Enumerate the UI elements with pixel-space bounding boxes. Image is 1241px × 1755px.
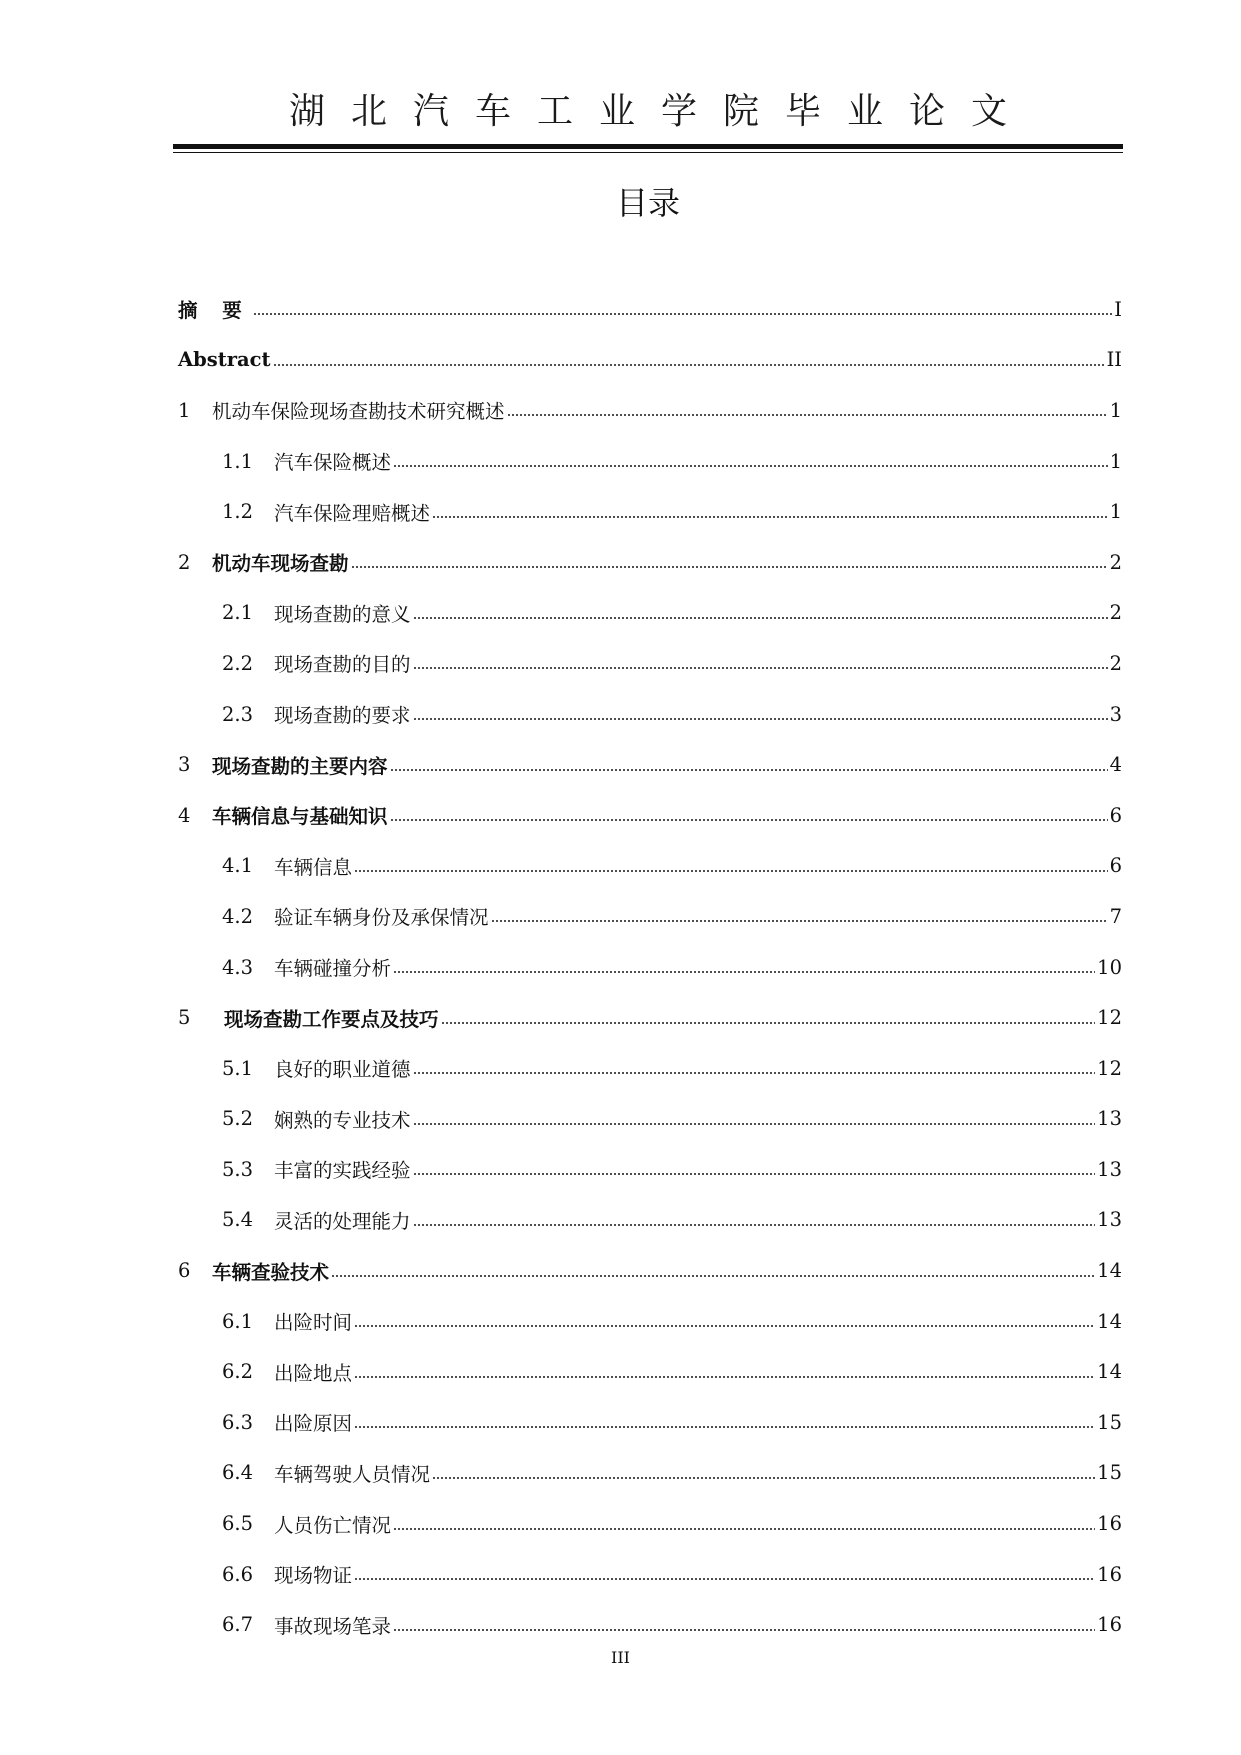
toc-entry-page: 16 xyxy=(1097,1512,1122,1536)
toc-dot-leader xyxy=(413,1171,1096,1177)
page-number: III xyxy=(611,1648,630,1667)
toc-entry-page: 14 xyxy=(1097,1309,1122,1333)
toc-entry-page: 4 xyxy=(1109,753,1122,777)
toc-subentry[interactable] xyxy=(178,1599,1122,1650)
toc-entry-page: 14 xyxy=(1097,1259,1122,1283)
toc-entry-title: 事故现场笔录 xyxy=(274,1614,392,1638)
toc-entry-number: 4.2 xyxy=(222,904,254,928)
toc-subentry[interactable] xyxy=(178,1043,1122,1094)
toc-entry-number: 6.2 xyxy=(222,1360,254,1384)
toc-entry-number: 1 xyxy=(178,398,191,422)
toc-entry-page: 1 xyxy=(1109,398,1122,422)
toc-dot-leader xyxy=(413,1121,1096,1127)
toc-entry[interactable] xyxy=(178,992,1122,1043)
toc-entry-page: 2 xyxy=(1109,550,1122,574)
toc-entry-page: 13 xyxy=(1097,1208,1122,1232)
toc-entry-title: 现场查勘工作要点及技巧 xyxy=(224,1007,439,1031)
toc-entry-page: 2 xyxy=(1109,651,1122,675)
toc-entry-title: 验证车辆身份及承保情况 xyxy=(274,906,489,930)
toc-entry-page: 13 xyxy=(1097,1107,1122,1131)
toc-dot-leader xyxy=(413,1222,1096,1228)
toc-dot-leader xyxy=(253,311,1113,317)
toc-entry-page: 12 xyxy=(1097,1006,1122,1030)
toc-dot-leader xyxy=(354,1323,1095,1329)
toc-subentry[interactable] xyxy=(178,689,1122,740)
toc-subentry[interactable] xyxy=(178,1448,1122,1499)
page-title: 目录 xyxy=(615,184,680,222)
toc-entry-page: I xyxy=(1114,297,1122,321)
toc-entry-number: 4.1 xyxy=(222,854,254,878)
toc-entry-title: 现场查勘的要求 xyxy=(274,704,411,728)
toc-subentry[interactable] xyxy=(178,1498,1122,1549)
toc-entry-title: 良好的职业道德 xyxy=(274,1058,411,1082)
toc-entry-number: 4.3 xyxy=(222,955,254,979)
toc-dot-leader xyxy=(413,716,1108,722)
toc-entry-number: 2.3 xyxy=(222,702,254,726)
toc-entry-page: 10 xyxy=(1097,955,1122,979)
toc-entry-title: 车辆驾驶人员情况 xyxy=(274,1462,431,1486)
toc-entry-page: 15 xyxy=(1097,1461,1122,1485)
toc-entry-number: 6.6 xyxy=(222,1562,254,1586)
toc-dot-leader xyxy=(413,665,1108,671)
toc-entry-title: 灵活的处理能力 xyxy=(274,1209,411,1233)
toc-entry-number: 6.1 xyxy=(222,1309,254,1333)
toc-dot-leader xyxy=(354,1374,1095,1380)
toc-entry-title: 车辆查验技术 xyxy=(212,1260,330,1284)
toc-entry-title: 车辆信息与基础知识 xyxy=(212,805,388,829)
toc-dot-leader xyxy=(393,463,1108,469)
toc-entry-page: 3 xyxy=(1109,702,1122,726)
toc-entry-title: 现场查勘的意义 xyxy=(274,602,411,626)
toc-entry-page: 15 xyxy=(1097,1410,1122,1434)
table-of-contents xyxy=(178,284,1122,1650)
toc-entry-page: 7 xyxy=(1109,904,1122,928)
toc-entry-title: 汽车保险理赔概述 xyxy=(274,501,431,525)
toc-entry-page: 12 xyxy=(1097,1056,1122,1080)
toc-entry-title: 出险时间 xyxy=(274,1311,353,1335)
toc-dot-leader xyxy=(393,1526,1095,1532)
toc-subentry[interactable] xyxy=(178,486,1122,537)
toc-dot-leader xyxy=(393,969,1095,975)
toc-dot-leader xyxy=(354,1576,1095,1582)
header-rule-thin xyxy=(173,152,1123,153)
toc-entry-title: 人员伤亡情况 xyxy=(274,1513,392,1537)
toc-entry-title: 现场查勘的目的 xyxy=(274,653,411,677)
toc-dot-leader xyxy=(351,564,1108,570)
toc-entry[interactable] xyxy=(178,284,1122,335)
toc-dot-leader xyxy=(432,514,1108,520)
toc-entry-title: 出险原因 xyxy=(274,1412,353,1436)
toc-entry-page: II xyxy=(1106,348,1122,372)
school-header: 湖北汽车工业学院毕业论文 xyxy=(288,91,1033,132)
toc-entry-title: 机动车现场查勘 xyxy=(212,552,349,576)
toc-dot-leader xyxy=(390,767,1108,773)
toc-subentry[interactable] xyxy=(178,1549,1122,1600)
toc-entry-number: 1.1 xyxy=(222,449,254,473)
toc-dot-leader xyxy=(331,1273,1095,1279)
toc-subentry[interactable] xyxy=(178,1296,1122,1347)
toc-subentry[interactable] xyxy=(178,1397,1122,1448)
toc-entry-page: 14 xyxy=(1097,1360,1122,1384)
toc-entry[interactable] xyxy=(178,335,1122,386)
toc-entry-page: 16 xyxy=(1097,1613,1122,1637)
toc-entry[interactable] xyxy=(178,1245,1122,1296)
toc-entry-title: 车辆碰撞分析 xyxy=(274,957,392,981)
toc-subentry[interactable] xyxy=(178,891,1122,942)
toc-entry-title: Abstract xyxy=(178,348,271,372)
toc-entry-title: 现场查勘的主要内容 xyxy=(212,754,388,778)
toc-entry-page: 1 xyxy=(1109,449,1122,473)
toc-entry-page: 6 xyxy=(1109,854,1122,878)
toc-dot-leader xyxy=(432,1475,1095,1481)
toc-subentry[interactable] xyxy=(178,942,1122,993)
toc-subentry[interactable] xyxy=(178,1195,1122,1246)
toc-entry-title: 汽车保险概述 xyxy=(274,451,392,475)
toc-entry-number: 6.4 xyxy=(222,1461,254,1485)
toc-subentry[interactable] xyxy=(178,1346,1122,1397)
toc-dot-leader xyxy=(354,1424,1095,1430)
toc-entry-number: 5 xyxy=(178,1006,191,1030)
toc-dot-leader xyxy=(390,817,1108,823)
toc-entry-page: 2 xyxy=(1109,601,1122,625)
toc-subentry[interactable] xyxy=(178,638,1122,689)
toc-dot-leader xyxy=(354,868,1108,874)
toc-dot-leader xyxy=(413,1070,1096,1076)
toc-dot-leader xyxy=(441,1020,1096,1026)
toc-entry-number: 2 xyxy=(178,550,191,574)
toc-dot-leader xyxy=(507,412,1108,418)
toc-dot-leader xyxy=(393,1627,1095,1633)
toc-entry-title: 现场物证 xyxy=(274,1564,353,1588)
toc-entry[interactable] xyxy=(178,537,1122,588)
toc-subentry[interactable] xyxy=(178,1094,1122,1145)
toc-subentry[interactable] xyxy=(178,588,1122,639)
toc-entry-number: 1.2 xyxy=(222,500,254,524)
toc-entry-title: 娴熟的专业技术 xyxy=(274,1108,411,1132)
toc-entry-number: 3 xyxy=(178,753,191,777)
toc-entry-title: 出险地点 xyxy=(274,1361,353,1385)
toc-dot-leader xyxy=(273,362,1105,368)
toc-entry[interactable] xyxy=(178,739,1122,790)
toc-entry[interactable] xyxy=(178,790,1122,841)
toc-entry-number: 2.1 xyxy=(222,601,254,625)
toc-subentry[interactable] xyxy=(178,436,1122,487)
toc-entry-number: 5.1 xyxy=(222,1056,254,1080)
toc-entry-page: 1 xyxy=(1109,500,1122,524)
toc-entry[interactable] xyxy=(178,385,1122,436)
toc-entry-number: 5.4 xyxy=(222,1208,254,1232)
header-rule-thick xyxy=(173,144,1123,149)
toc-entry-page: 6 xyxy=(1109,803,1122,827)
toc-subentry[interactable] xyxy=(178,841,1122,892)
toc-subentry[interactable] xyxy=(178,1144,1122,1195)
toc-entry-page: 16 xyxy=(1097,1562,1122,1586)
toc-dot-leader xyxy=(491,918,1108,924)
toc-entry-number: 4 xyxy=(178,803,191,827)
toc-entry-number: 6.5 xyxy=(222,1512,254,1536)
toc-entry-title: 机动车保险现场查勘技术研究概述 xyxy=(212,400,505,424)
toc-entry-number: 2.2 xyxy=(222,651,254,675)
toc-entry-page: 13 xyxy=(1097,1157,1122,1181)
toc-entry-title: 丰富的实践经验 xyxy=(274,1159,411,1183)
toc-entry-number: 5.3 xyxy=(222,1157,254,1181)
toc-entry-number: 6.3 xyxy=(222,1410,254,1434)
toc-entry-title: 车辆信息 xyxy=(274,855,353,879)
toc-entry-number: 6 xyxy=(178,1259,191,1283)
toc-entry-number: 5.2 xyxy=(222,1107,254,1131)
toc-entry-number: 6.7 xyxy=(222,1613,254,1637)
toc-dot-leader xyxy=(413,615,1108,621)
toc-entry-title: 摘 要 xyxy=(178,299,251,323)
